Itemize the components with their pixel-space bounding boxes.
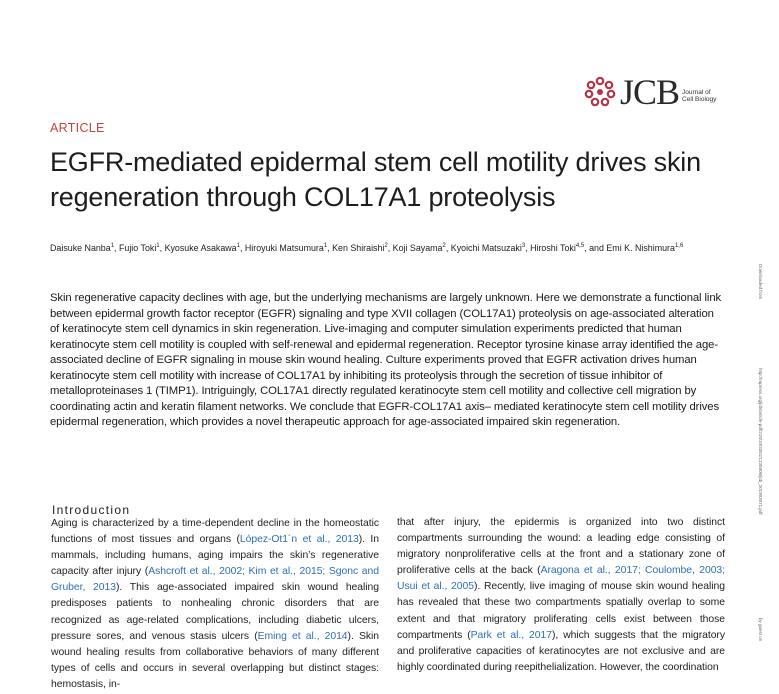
introduction-heading: Introduction: [52, 503, 131, 517]
author-affiliation: 1: [110, 243, 115, 249]
author-affiliation: 1,6: [674, 243, 684, 249]
citation-link[interactable]: Eming et al., 2014: [257, 630, 348, 642]
download-note: Downloaded from: [758, 264, 763, 300]
author-affiliation: 2: [442, 243, 446, 249]
citation-link[interactable]: López-Ot1´n et al., 2013: [239, 534, 359, 546]
intro-left-column: [51, 516, 379, 693]
body-text: ). Skin wound healing results from collaborative behaviors of many different types of cells and occurs in several overlapping but distinct stages: hemostasis, in-: [51, 630, 379, 690]
body-text: ). This age-associated impaired skin wound healing predisposes patients to nonhealing chronic disorders that are recognized as age-related complications, including diabetic ulcers, pressure sores, and venous stasis ulcers (: [51, 582, 379, 642]
author-name[interactable]: Koji Sayama: [392, 242, 443, 253]
author-affiliation: 1: [236, 243, 240, 249]
url-note: http://rupress.org/jcb/article-pdf/218/10/3351/1235000/jcb_201903071.pdf: [758, 368, 763, 515]
author-affiliation: 1: [323, 243, 328, 249]
author-list: Daisuke Nanba$^1$, Fujio Toki$^1$, Kyosuke Asakawa$^1$, Hiroyuki Matsumura$^1$, Ken Shiraishi$^2$, Koji Sayama$^2$, Kyoichi Matsuzaki$^3$, Hiroshi Toki$^{4,5}$, and Emi K. Nishimura$^{1,6}$: [50, 242, 684, 253]
citation-link[interactable]: Ashcroft et al., 2002; Kim et al., 2015; Sgonc and Gruber, 2013: [51, 566, 379, 594]
author-affiliation: 1: [156, 243, 160, 249]
author-affiliation: 4,5: [575, 243, 585, 249]
logo-wordmark: JCB: [620, 72, 680, 112]
body-text: Aging is characterized by a time-dependent decline in the homeostatic functions of most tissues and organs (: [51, 518, 379, 546]
guest-note: by guest on: [758, 618, 763, 642]
citation-link[interactable]: Park et al., 2017: [470, 629, 552, 641]
author-name[interactable]: Daisuke Nanba: [50, 242, 111, 253]
citation-link[interactable]: Aragona et al., 2017; Coulombe, 2003; Usui et al., 2005: [397, 565, 725, 593]
body-text: ). Recently, live imaging of mouse skin wound healing has revealed that these two compartments spatially overlap to some extent and that migratory proliferating cells exist between those compartments (: [397, 581, 725, 641]
body-text: that after injury, the epidermis is organized into two distinct compartments surrounding the wound: a leading edge consisting of migratory nonproliferative cells at the front and a stationary zone of proliferative cells at the back (: [397, 517, 725, 577]
author-name[interactable]: Emi K. Nishimura: [606, 242, 675, 253]
journal-logo: [583, 72, 716, 112]
intro-right-column: [397, 515, 725, 676]
abstract: Skin regenerative capacity declines with age, but the underlying mechanisms are largely unknown. Here we demonstrate a functional link between epidermal growth factor receptor (EGFR) signaling and type XVII collagen (COL17A1) proteolysis on age-associated alteration of keratinocyte stem cell dynamics in skin regeneration. Live-imaging and computer simulation experiments predicted that human keratinocyte stem cell motility is coupled with self-renewal and epidermal regeneration. Receptor tyrosine kinase array identified the age-associated decline of EGFR signaling in mouse skin wound healing. Culture experiments proved that EGFR activation drives human keratinocyte stem cell motility with increase of COL17A1 by inhibiting its proteolysis through the secretion of tissue inhibitor of metalloproteinases 1 (TIMP1). Intriguingly, COL17A1 directly regulated keratinocyte stem cell motility and collective cell migration by coordinating actin and keratin filament networks. We conclude that EGFR-COL17A1 axis– mediated keratinocyte stem cell motility drives epidermal regeneration, which provides a novel therapeutic approach for age-associated impaired skin regeneration.: [50, 292, 722, 428]
logo-subtitle: Journal of Cell Biology: [682, 89, 717, 103]
author-affiliation: 2: [384, 243, 388, 249]
author-affiliation: 3: [521, 243, 526, 249]
author-name[interactable]: Fujio Toki: [118, 242, 157, 253]
author-name[interactable]: Kyosuke Asakawa: [164, 242, 237, 253]
author-name[interactable]: Kyoichi Matsuzaki: [450, 242, 522, 253]
body-text: ), which suggests that the migratory and proliferative capacities of keratinocytes are not exclusive and are highly coordinated during reepithelialization. However, the coordination: [397, 629, 725, 673]
article-title: EGFR-mediated epidermal stem cell motility drives skin regeneration through COL17A1 proteolysis: [50, 147, 701, 212]
author-name[interactable]: Hiroshi Toki: [530, 242, 576, 253]
jcb-flower-icon: [583, 75, 617, 109]
body-text: ). In mammals, including humans, aging impairs the skin’s regenerative capacity after injury (: [51, 534, 379, 578]
article-type-label: ARTICLE: [50, 121, 105, 135]
author-name[interactable]: Ken Shiraishi: [332, 242, 385, 253]
author-name[interactable]: Hiroyuki Matsumura: [244, 242, 324, 253]
